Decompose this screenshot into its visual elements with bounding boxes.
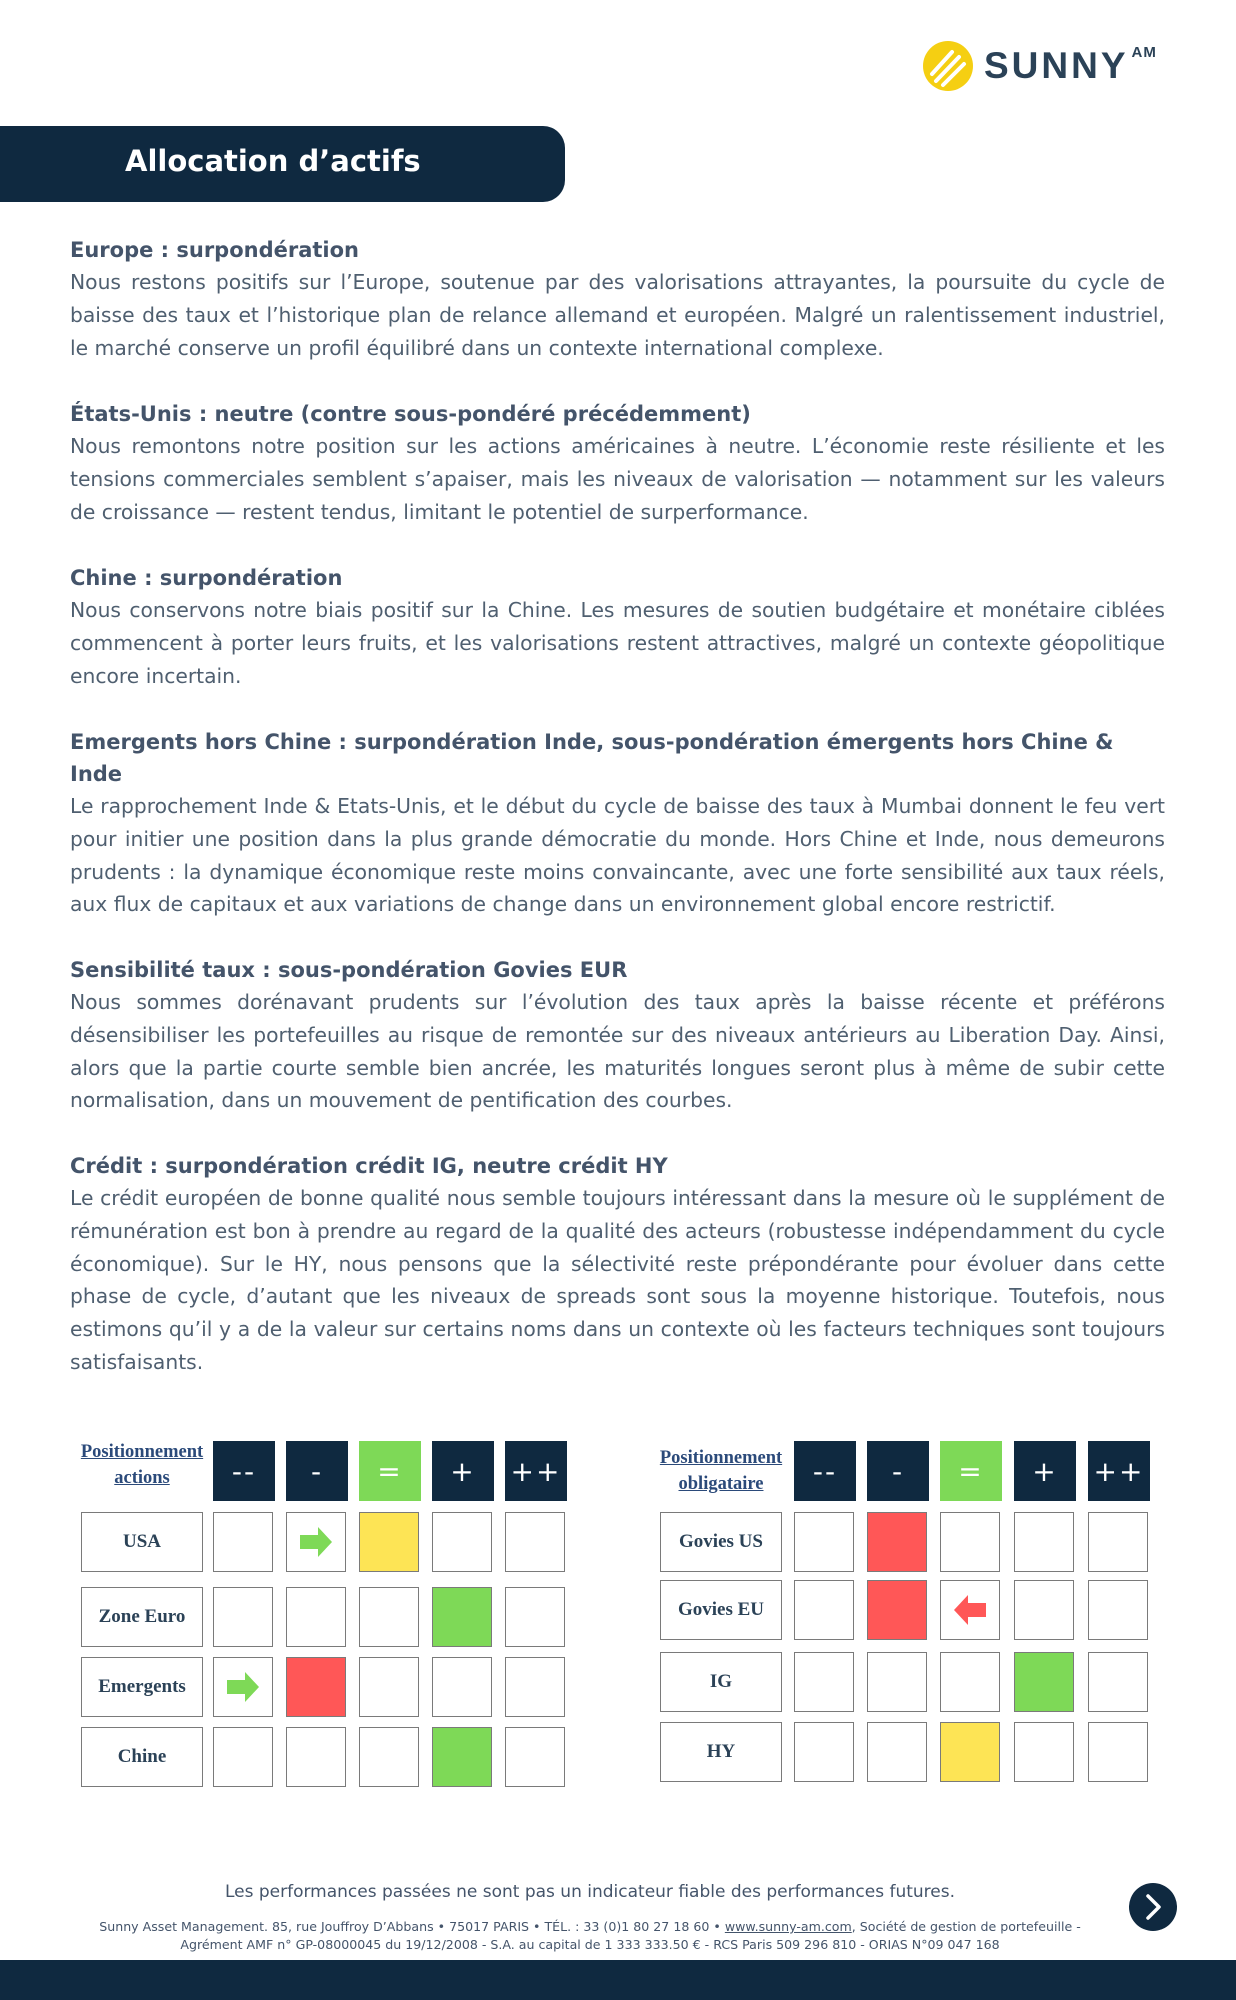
grid-cell-green <box>1014 1652 1074 1712</box>
grid-cell-arrow <box>286 1512 346 1572</box>
section-europe <box>70 234 1165 364</box>
scale-header-strong-under: -- <box>213 1441 275 1501</box>
row-label: Zone Euro <box>81 1587 203 1647</box>
section-heading: Sensibilité taux : sous-pondération Govies EUR <box>70 958 628 982</box>
equity-grid-title-line2: actions <box>114 1468 170 1488</box>
section-body: Nous sommes dorénavant prudents sur l’évolution des taux après la baisse récente et préférons désensibiliser les portefeuilles au risque de remontée sur des niveaux antérieurs au Liberation Day. Ainsi, alors que la partie courte semble bien ancrée, les maturités longues seront plus à même de subir cette normalisation, dans un mouvement de pentification des courbes. <box>70 990 1165 1113</box>
chevron-right-icon <box>1142 1893 1164 1921</box>
logo-sup: AM <box>1131 43 1157 61</box>
section-heading: Crédit : surpondération crédit IG, neutre crédit HY <box>70 1154 668 1178</box>
arrow-right-icon <box>296 1522 336 1562</box>
grid-cell <box>505 1512 565 1572</box>
legal-line1-pre: Sunny Asset Management. 85, rue Jouffroy D’Abbans • 75017 PARIS • TÉL. : 33 (0)1 80 27 18 60 • <box>99 1919 725 1934</box>
section-heading: Chine : surpondération <box>70 566 343 590</box>
section-body: Nous remontons notre position sur les actions américaines à neutre. L’économie reste résiliente et les tensions commerciales semblent s’apaiser, mais les niveaux de valorisation — notamment sur les valeurs de croissance — restent tendus, limitant le potentiel de surperformance. <box>70 434 1165 524</box>
next-page-button[interactable] <box>1129 1883 1177 1931</box>
sun-logo-icon <box>922 40 974 92</box>
grid-cell <box>794 1652 854 1712</box>
website-link[interactable]: www.sunny-am.com <box>724 1919 852 1934</box>
section-body: Nous conservons notre biais positif sur la Chine. Les mesures de soutien budgétaire et monétaire ciblées commencent à porter leurs fruits, et les valorisations restent attractives, malgré un contexte géopolitique encore incertain. <box>70 598 1165 688</box>
grid-cell-green <box>432 1587 492 1647</box>
grid-cell <box>940 1512 1000 1572</box>
grid-cell <box>1014 1580 1074 1640</box>
row-label: USA <box>81 1512 203 1572</box>
grid-cell <box>794 1580 854 1640</box>
logo-text: SUNNY <box>984 45 1129 86</box>
section-body: Nous restons positifs sur l’Europe, soutenue par des valorisations attrayantes, la poursuite du cycle de baisse des taux et l’historique plan de relance allemand et européen. Malgré un ralentissement industriel, le marché conserve un profil équilibré dans un contexte international complexe. <box>70 270 1165 360</box>
grid-cell <box>359 1657 419 1717</box>
grid-cell-red <box>867 1580 927 1640</box>
section-emergents <box>70 726 1165 921</box>
row-label: Govies US <box>660 1512 782 1572</box>
scale-header-under: - <box>867 1441 929 1501</box>
grid-cell <box>1088 1512 1148 1572</box>
section-sensibilite-taux <box>70 954 1165 1117</box>
grid-cell <box>213 1587 273 1647</box>
grid-cell-arrow <box>213 1657 273 1717</box>
grid-cell <box>1014 1722 1074 1782</box>
scale-header-strong-over: ++ <box>1088 1441 1150 1501</box>
scale-header-under: - <box>286 1441 348 1501</box>
legal-line2: Agrément AMF n° GP-08000045 du 19/12/2008 - S.A. au capital de 1 333 333.50 € - RCS Paris 509 296 810 - ORIAS N°09 047 168 <box>180 1937 1000 1952</box>
row-label: Emergents <box>81 1657 203 1717</box>
arrow-right-icon <box>223 1667 263 1707</box>
section-body: Le rapprochement Inde & Etats-Unis, et le début du cycle de baisse des taux à Mumbai donnent le feu vert pour initier une position dans la plus grande démocratie du monde. Hors Chine et Inde, nous demeurons prudents : la dynamique économique reste moins convaincante, avec une forte sensibilité aux taux réels, aux flux de capitaux et aux variations de change dans un environnement global encore restrictif. <box>70 794 1165 917</box>
grid-cell <box>359 1727 419 1787</box>
grid-cell <box>432 1657 492 1717</box>
grid-cell <box>432 1512 492 1572</box>
title-banner <box>0 126 565 202</box>
grid-cell <box>867 1722 927 1782</box>
grid-cell-yellow <box>940 1722 1000 1782</box>
grid-cell-red <box>286 1657 346 1717</box>
page-title: Allocation d’actifs <box>125 144 421 178</box>
performance-disclaimer: Les performances passées ne sont pas un indicateur fiable des performances futures. <box>224 1882 956 1902</box>
grid-cell <box>505 1587 565 1647</box>
legal-line1-post: , Société de gestion de portefeuille - <box>851 1919 1081 1934</box>
grid-cell <box>505 1657 565 1717</box>
row-label: Govies EU <box>660 1580 782 1640</box>
grid-cell <box>286 1587 346 1647</box>
section-heading: États-Unis : neutre (contre sous-pondéré précédemment) <box>70 402 751 426</box>
grid-cell-arrow <box>940 1580 1000 1640</box>
grid-cell <box>213 1727 273 1787</box>
bond-grid-title <box>651 1445 791 1497</box>
grid-cell-yellow <box>359 1512 419 1572</box>
grid-cell <box>1088 1722 1148 1782</box>
section-etats-unis <box>70 398 1165 528</box>
grid-cell <box>1014 1512 1074 1572</box>
section-chine <box>70 562 1165 692</box>
grid-cell <box>867 1652 927 1712</box>
legal-notice <box>70 1918 1110 1954</box>
grid-cell <box>1088 1580 1148 1640</box>
section-body: Le crédit européen de bonne qualité nous semble toujours intéressant dans la mesure où le supplément de rémunération est bon à prendre au regard de la qualité des acteurs (robustesse indépendamment du cycle économique). Sur le HY, nous pensons que la sélectivité reste prépondérante pour évoluer dans cette phase de cycle, d’autant que les niveaux de spreads sont sous la moyenne historique. Toutefois, nous estimons qu’il y a de la valeur sur certains noms dans un contexte où les facteurs techniques sont toujours satisfaisants. <box>70 1186 1165 1374</box>
scale-header-strong-under: -- <box>794 1441 856 1501</box>
section-heading: Europe : surpondération <box>70 238 360 262</box>
scale-header-strong-over: ++ <box>505 1441 567 1501</box>
grid-cell <box>286 1727 346 1787</box>
section-heading: Emergents hors Chine : surpondération Inde, sous-pondération émergents hors Chine & Inde <box>70 730 1114 786</box>
sunny-am-logo <box>922 38 1157 94</box>
grid-cell-red <box>867 1512 927 1572</box>
footer-bar <box>0 1960 1236 2000</box>
equity-grid-title-line1: Positionnement <box>80 1442 204 1462</box>
equity-grid-title <box>72 1439 212 1491</box>
grid-cell <box>1088 1652 1148 1712</box>
scale-header-neutral: = <box>359 1441 421 1501</box>
arrow-left-icon <box>950 1590 990 1630</box>
grid-cell <box>794 1722 854 1782</box>
scale-header-over: + <box>1014 1441 1076 1501</box>
grid-cell <box>794 1512 854 1572</box>
scale-header-over: + <box>432 1441 494 1501</box>
grid-cell-green <box>432 1727 492 1787</box>
row-label: Chine <box>81 1727 203 1787</box>
grid-cell <box>213 1512 273 1572</box>
bond-grid-title-line2: obligataire <box>678 1474 764 1494</box>
grid-cell <box>359 1587 419 1647</box>
section-credit <box>70 1150 1165 1379</box>
bond-grid-title-line1: Positionnement <box>659 1448 783 1468</box>
grid-cell <box>505 1727 565 1787</box>
grid-cell <box>940 1652 1000 1712</box>
row-label: HY <box>660 1722 782 1782</box>
row-label: IG <box>660 1652 782 1712</box>
scale-header-neutral: = <box>940 1441 1002 1501</box>
